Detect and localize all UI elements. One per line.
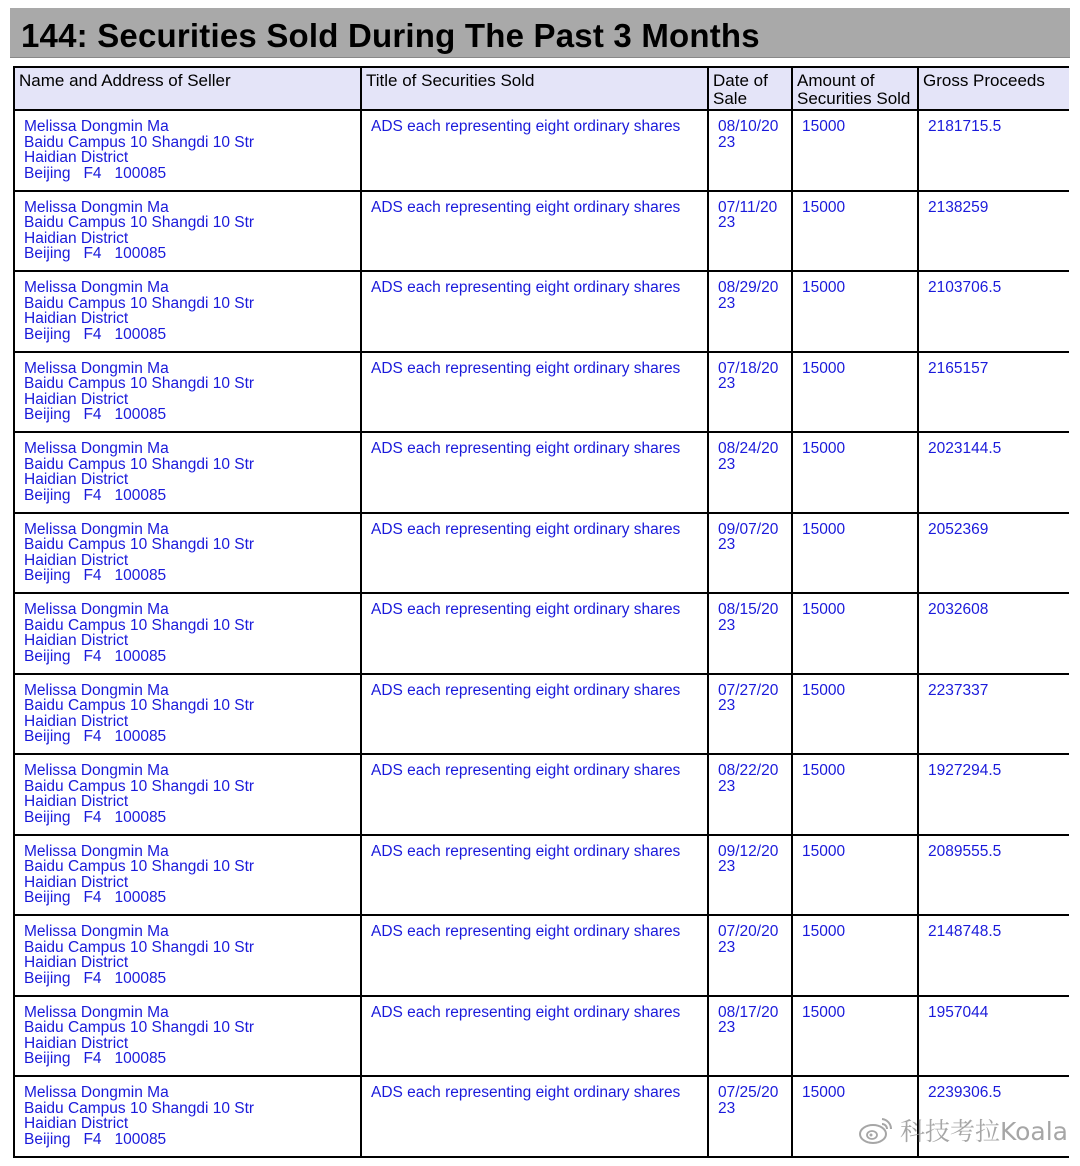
security-title-cell: [361, 191, 708, 272]
section-title: 144: Securities Sold During The Past 3 Months: [21, 17, 760, 54]
watermark-text: 科技考拉Koala: [899, 1117, 1068, 1146]
gross-proceeds-value: 2148748.5: [928, 923, 1002, 940]
gross-proceeds-cell: [918, 593, 1069, 674]
seller-address-line: Baidu Campus 10 Shangdi 10 Str: [24, 536, 255, 553]
security-title: ADS each representing eight ordinary shares: [371, 1084, 681, 1101]
table-row: [14, 674, 1069, 755]
seller-address-line: Baidu Campus 10 Shangdi 10 Str: [24, 294, 255, 312]
gross-proceeds-cell: [918, 754, 1069, 835]
security-title-cell: [361, 754, 708, 835]
gross-proceeds-value: 1957044: [928, 1003, 989, 1021]
seller-address-line: Melissa Dongmin Ma: [24, 198, 169, 216]
amount-cell: [792, 754, 918, 835]
seller-address-line: Baidu Campus 10 Shangdi 10 Str: [24, 777, 255, 795]
seller-cell: [14, 915, 361, 996]
seller-address-line: Haidian District: [24, 310, 129, 327]
amount-value: 15000: [802, 601, 846, 618]
amount-cell: [792, 513, 918, 594]
security-title: ADS each representing eight ordinary shares: [371, 601, 681, 618]
table-row: [14, 110, 1069, 191]
security-title-cell: [361, 432, 708, 513]
sale-date: 08/29/2023: [718, 279, 779, 312]
gross-proceeds-cell: [918, 915, 1069, 996]
sale-date: 09/12/2023: [718, 842, 779, 875]
amount-cell: [792, 996, 918, 1077]
seller-cell: [14, 432, 361, 513]
seller-address-line: Haidian District: [24, 954, 129, 971]
security-title: ADS each representing eight ordinary shares: [371, 923, 681, 940]
seller-cell: [14, 593, 361, 674]
sale-date-cell: [708, 110, 792, 191]
seller-address-line: Haidian District: [24, 149, 129, 166]
gross-proceeds-value: 2023144.5: [928, 440, 1002, 457]
amount-cell: [792, 674, 918, 755]
seller-cell: [14, 754, 361, 835]
sale-date-cell: [708, 915, 792, 996]
seller-address-line: Haidian District: [24, 1115, 129, 1132]
amount-cell: [792, 110, 918, 191]
security-title: ADS each representing eight ordinary shares: [371, 520, 681, 538]
amount-value: 15000: [802, 681, 846, 699]
gross-proceeds-value: 2032608: [928, 601, 989, 618]
seller-address-line: Melissa Dongmin Ma: [24, 118, 169, 135]
amount-value: 15000: [802, 118, 846, 135]
seller-cell: [14, 996, 361, 1077]
seller-address-line: Beijing F4 100085: [24, 325, 167, 343]
seller-address-line: Melissa Dongmin Ma: [24, 1084, 169, 1101]
seller-address-line: Baidu Campus 10 Shangdi 10 Str: [24, 214, 255, 231]
sale-date-cell: [708, 674, 792, 755]
seller-address-line: Beijing F4 100085: [24, 969, 167, 987]
column-header-seller: Name and Address of Seller: [14, 67, 361, 110]
sale-date: 07/27/2023: [718, 681, 779, 714]
table-row: [14, 271, 1069, 352]
amount-value: 15000: [802, 440, 846, 457]
seller-address-line: Beijing F4 100085: [24, 889, 167, 906]
sale-date-cell: [708, 1076, 792, 1157]
amount-cell: [792, 835, 918, 916]
security-title-cell: [361, 593, 708, 674]
seller-address-line: Beijing F4 100085: [24, 1050, 167, 1067]
gross-proceeds-value: 2181715.5: [928, 118, 1002, 135]
table-row: [14, 432, 1069, 513]
amount-cell: [792, 432, 918, 513]
amount-value: 15000: [802, 762, 846, 779]
section-header: [10, 8, 1070, 58]
security-title-cell: [361, 110, 708, 191]
seller-address-line: Baidu Campus 10 Shangdi 10 Str: [24, 938, 255, 956]
security-title: ADS each representing eight ordinary shares: [371, 681, 681, 699]
seller-address-line: Beijing F4 100085: [24, 486, 167, 504]
sale-date-cell: [708, 352, 792, 433]
seller-address-line: Baidu Campus 10 Shangdi 10 Str: [24, 455, 255, 473]
seller-address-line: Beijing F4 100085: [24, 567, 167, 584]
amount-cell: [792, 915, 918, 996]
table-row: [14, 996, 1069, 1077]
seller-cell: [14, 110, 361, 191]
amount-value: 15000: [802, 1084, 846, 1101]
table-header-row: [14, 67, 1069, 110]
table-row: [14, 1076, 1069, 1157]
sale-date-cell: [708, 432, 792, 513]
table-row: [14, 513, 1069, 594]
column-header-amount: Amount of Securities Sold: [792, 67, 918, 110]
sale-date-cell: [708, 754, 792, 835]
seller-address-line: Haidian District: [24, 1034, 129, 1052]
gross-proceeds-cell: [918, 513, 1069, 594]
seller-address-line: Melissa Dongmin Ma: [24, 681, 169, 699]
security-title: ADS each representing eight ordinary shares: [371, 198, 681, 216]
security-title-cell: [361, 352, 708, 433]
gross-proceeds-value: 1927294.5: [928, 762, 1002, 779]
seller-address-line: Haidian District: [24, 229, 129, 247]
gross-proceeds-value: 2052369: [928, 520, 989, 538]
security-title: ADS each representing eight ordinary shares: [371, 359, 681, 377]
sale-date: 09/07/2023: [718, 520, 779, 553]
seller-cell: [14, 191, 361, 272]
seller-address-line: Melissa Dongmin Ma: [24, 279, 169, 296]
sale-date: 08/22/2023: [718, 762, 779, 795]
security-title: ADS each representing eight ordinary shares: [371, 118, 681, 135]
seller-address-line: Baidu Campus 10 Shangdi 10 Str: [24, 858, 255, 875]
seller-address-line: Baidu Campus 10 Shangdi 10 Str: [24, 1099, 255, 1117]
security-title: ADS each representing eight ordinary shares: [371, 1003, 681, 1021]
seller-address-line: Melissa Dongmin Ma: [24, 520, 169, 538]
seller-address-line: Haidian District: [24, 712, 129, 730]
securities-table-container: [13, 66, 1069, 1166]
seller-address-line: Beijing F4 100085: [24, 647, 167, 665]
sale-date: 08/24/2023: [718, 440, 779, 473]
security-title: ADS each representing eight ordinary shares: [371, 842, 681, 860]
gross-proceeds-cell: [918, 271, 1069, 352]
gross-proceeds-cell: [918, 191, 1069, 272]
sale-date-cell: [708, 191, 792, 272]
seller-address-line: Haidian District: [24, 390, 129, 408]
column-header-date: Date of Sale: [708, 67, 792, 110]
amount-value: 15000: [802, 279, 846, 296]
seller-address-line: Baidu Campus 10 Shangdi 10 Str: [24, 697, 255, 714]
amount-value: 15000: [802, 359, 846, 377]
seller-cell: [14, 513, 361, 594]
amount-value: 15000: [802, 198, 846, 216]
sale-date: 07/18/2023: [718, 359, 779, 392]
sale-date-cell: [708, 996, 792, 1077]
table-row: [14, 191, 1069, 272]
seller-address-line: Melissa Dongmin Ma: [24, 440, 169, 457]
seller-address-line: Melissa Dongmin Ma: [24, 601, 169, 618]
amount-cell: [792, 191, 918, 272]
securities-sold-table: [13, 66, 1069, 1158]
seller-address-line: Beijing F4 100085: [24, 728, 167, 745]
seller-address-line: Baidu Campus 10 Shangdi 10 Str: [24, 375, 255, 392]
seller-address-line: Melissa Dongmin Ma: [24, 923, 169, 940]
seller-cell: [14, 352, 361, 433]
gross-proceeds-value: 2237337: [928, 681, 989, 699]
seller-address-line: Haidian District: [24, 632, 129, 649]
gross-proceeds-value: 2165157: [928, 359, 989, 377]
gross-proceeds-cell: [918, 352, 1069, 433]
amount-value: 15000: [802, 520, 846, 538]
security-title-cell: [361, 835, 708, 916]
sale-date-cell: [708, 271, 792, 352]
amount-cell: [792, 271, 918, 352]
seller-cell: [14, 835, 361, 916]
seller-address-line: Melissa Dongmin Ma: [24, 842, 169, 860]
security-title: ADS each representing eight ordinary shares: [371, 762, 681, 779]
seller-address-line: Haidian District: [24, 551, 129, 569]
seller-address-line: Haidian District: [24, 873, 129, 891]
security-title: ADS each representing eight ordinary shares: [371, 279, 681, 296]
amount-value: 15000: [802, 842, 846, 860]
amount-cell: [792, 1076, 918, 1157]
sale-date: 07/11/2023: [718, 198, 778, 231]
seller-address-line: Beijing F4 100085: [24, 245, 167, 262]
seller-address-line: Melissa Dongmin Ma: [24, 1003, 169, 1021]
security-title-cell: [361, 915, 708, 996]
column-header-proceeds: Gross Proceeds: [918, 67, 1069, 110]
gross-proceeds-cell: [918, 674, 1069, 755]
gross-proceeds-cell: [918, 1076, 1069, 1157]
seller-cell: [14, 1076, 361, 1157]
seller-address-line: Baidu Campus 10 Shangdi 10 Str: [24, 616, 255, 634]
seller-address-line: Beijing F4 100085: [24, 1130, 167, 1148]
gross-proceeds-cell: [918, 110, 1069, 191]
security-title-cell: [361, 1076, 708, 1157]
seller-address-line: Melissa Dongmin Ma: [24, 359, 169, 377]
security-title-cell: [361, 271, 708, 352]
amount-value: 15000: [802, 923, 846, 940]
sale-date-cell: [708, 513, 792, 594]
amount-value: 15000: [802, 1003, 846, 1021]
amount-cell: [792, 593, 918, 674]
table-row: [14, 593, 1069, 674]
sale-date: 07/20/2023: [718, 923, 779, 956]
sale-date-cell: [708, 593, 792, 674]
column-header-title: Title of Securities Sold: [361, 67, 708, 110]
seller-address-line: Beijing F4 100085: [24, 164, 167, 182]
seller-address-line: Beijing F4 100085: [24, 406, 167, 423]
table-row: [14, 915, 1069, 996]
sale-date: 08/17/2023: [718, 1003, 779, 1036]
seller-cell: [14, 271, 361, 352]
sale-date-cell: [708, 835, 792, 916]
seller-cell: [14, 674, 361, 755]
gross-proceeds-value: 2103706.5: [928, 279, 1002, 296]
security-title-cell: [361, 674, 708, 755]
seller-address-line: Haidian District: [24, 793, 129, 810]
security-title: ADS each representing eight ordinary shares: [371, 440, 681, 457]
sale-date: 08/10/2023: [718, 118, 779, 151]
seller-address-line: Beijing F4 100085: [24, 808, 167, 826]
table-row: [14, 835, 1069, 916]
sale-date: 08/15/2023: [718, 601, 779, 634]
seller-address-line: Melissa Dongmin Ma: [24, 762, 169, 779]
seller-address-line: Baidu Campus 10 Shangdi 10 Str: [24, 133, 255, 151]
gross-proceeds-cell: [918, 432, 1069, 513]
amount-cell: [792, 352, 918, 433]
table-row: [14, 754, 1069, 835]
gross-proceeds-value: 2089555.5: [928, 842, 1002, 860]
gross-proceeds-cell: [918, 835, 1069, 916]
table-row: [14, 352, 1069, 433]
seller-address-line: Baidu Campus 10 Shangdi 10 Str: [24, 1019, 255, 1036]
gross-proceeds-value: 2239306.5: [928, 1084, 1002, 1101]
security-title-cell: [361, 513, 708, 594]
sale-date: 07/25/2023: [718, 1084, 779, 1117]
gross-proceeds-cell: [918, 996, 1069, 1077]
seller-address-line: Haidian District: [24, 471, 129, 488]
table-body: [14, 110, 1069, 1157]
gross-proceeds-value: 2138259: [928, 198, 989, 216]
security-title-cell: [361, 996, 708, 1077]
